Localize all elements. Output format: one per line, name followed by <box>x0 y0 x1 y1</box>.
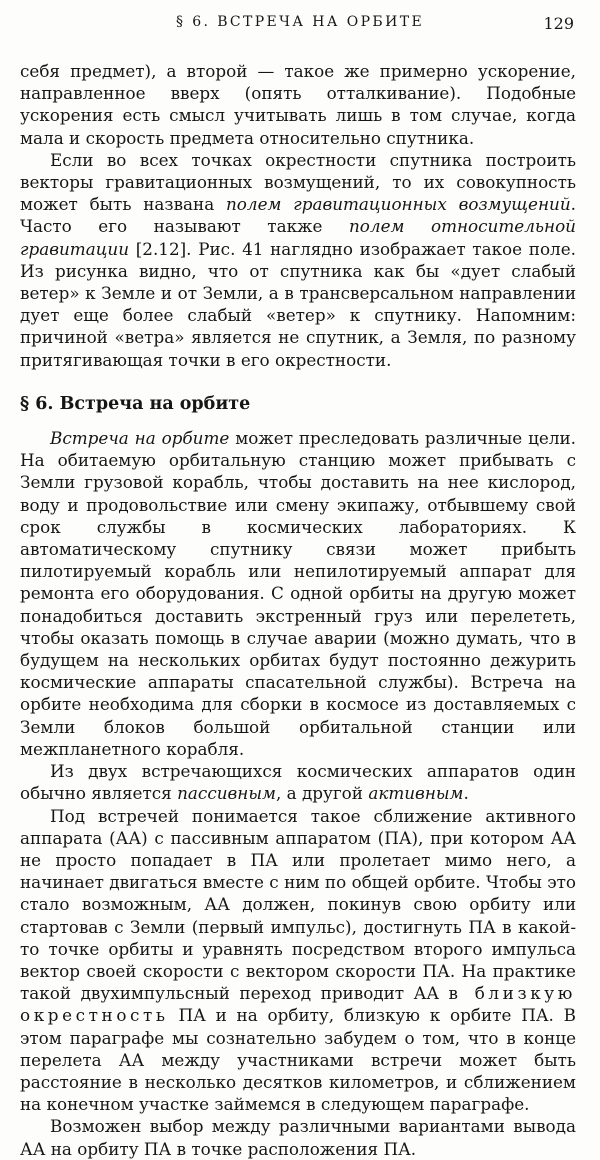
paragraph-meeting-definition <box>20 805 576 1116</box>
paragraph-perturbation-field <box>20 149 576 371</box>
term-orbit-meeting: Встреча на орбите <box>50 428 230 449</box>
text-span: , а другой <box>275 783 369 804</box>
paragraph-passive-active <box>20 760 576 804</box>
running-title: § 6. ВСТРЕЧА НА ОРБИТЕ <box>175 14 425 30</box>
paragraph-continuation: себя предмет), а второй — такое же примерно ускорение, направленное вверх (опять отталкивание). Подобные ускорения есть смысл учитывать лишь в том случае, когда мала и скорость предмета относительно спутника. <box>20 61 576 148</box>
section-heading: § 6. Встреча на орбите <box>20 393 251 414</box>
text-span: может преследовать различные цели. На обитаемую орбитальную станцию может прибывать с Земли грузовой корабль, чтобы доставить на нее кислород, воду и продовольствие или смену экипажу, отбывшему свой срок службы в космических лабораториях. К автоматическому спутнику связи может прибыть пилотируемый корабль или непилотируемый аппарат для ремонта его оборудования. С одной орбиты на другую может понадобиться доставить экстренный груз или перелететь, чтобы оказать помощь в случае аварии (можно думать, что в будущем на нескольких орбитах будут постоянно дежурить космические аппараты спасательной службы). Встреча на орбите необходима для сборки в космосе из доставляемых с Земли блоков большой орбитальной станции или межпланетного корабля. <box>20 428 576 759</box>
running-head <box>0 14 600 38</box>
paragraph-orbit-meeting <box>20 427 576 760</box>
term-active: активным <box>368 783 464 804</box>
body-text <box>20 60 576 1160</box>
term-relative-gravity-field: полем относительной гравитации <box>20 216 576 259</box>
text-span: . <box>463 783 469 804</box>
text-span: ПА и на орбиту, близкую к орбите ПА. В этом параграфе мы сознательно забудем о том, что в конце перелета АА между участниками встречи может быть расстояние в несколько десятков километров, и сближением на конечном участке займемся в следующем параграфе. <box>20 1005 576 1115</box>
text-span: Под встречей понимается такое сближение активного аппарата (АА) с пассивным аппаратом (ПА), при котором АА не просто попадает в ПА или пролетает мимо него, а начинает двигаться вместе с ним по общей орбите. Чтобы это стало возможным, АА должен, покинув свою орбиту или стартовав с Земли (первый импульс), достигнуть ПА в какой-то точке орбиты и уравнять посредством второго импульса вектор своей скорости с вектором скорости ПА. На практике такой двухимпульсный переход приводит АА <box>20 805 576 1004</box>
term-passive: пассивным <box>177 783 276 804</box>
page-number: 129 <box>543 14 574 33</box>
text-span: Если во всех точках окрестности спутника построить векторы гравитационных возмущений, то их совокупность может быть названа <box>20 149 576 215</box>
text-span: . Часто его называют также <box>20 194 576 237</box>
term-perturbation-field: полем гравитационных возмущений <box>226 194 571 215</box>
text-span: Из двух встречающихся космических аппаратов один обычно является <box>20 761 576 804</box>
spaced-phrase: в близкую окрестность <box>20 983 576 1026</box>
paragraph-variants: Возможен выбор между различными вариантами вывода АА на орбиту ПА в точке расположения ПА. <box>20 1116 576 1159</box>
text-span: [2.12]. Рис. 41 наглядно изображает такое поле. Из рисунка видно, что от спутника как бы «дует слабый ветер» к Земле и от Земли, а в трансверсальном направлении дует еще более слабый «ветер» к спутнику. Напомним: причиной «ветра» является не спутник, а Земля, по разному притягивающая точки в его окрестности. <box>20 238 576 370</box>
